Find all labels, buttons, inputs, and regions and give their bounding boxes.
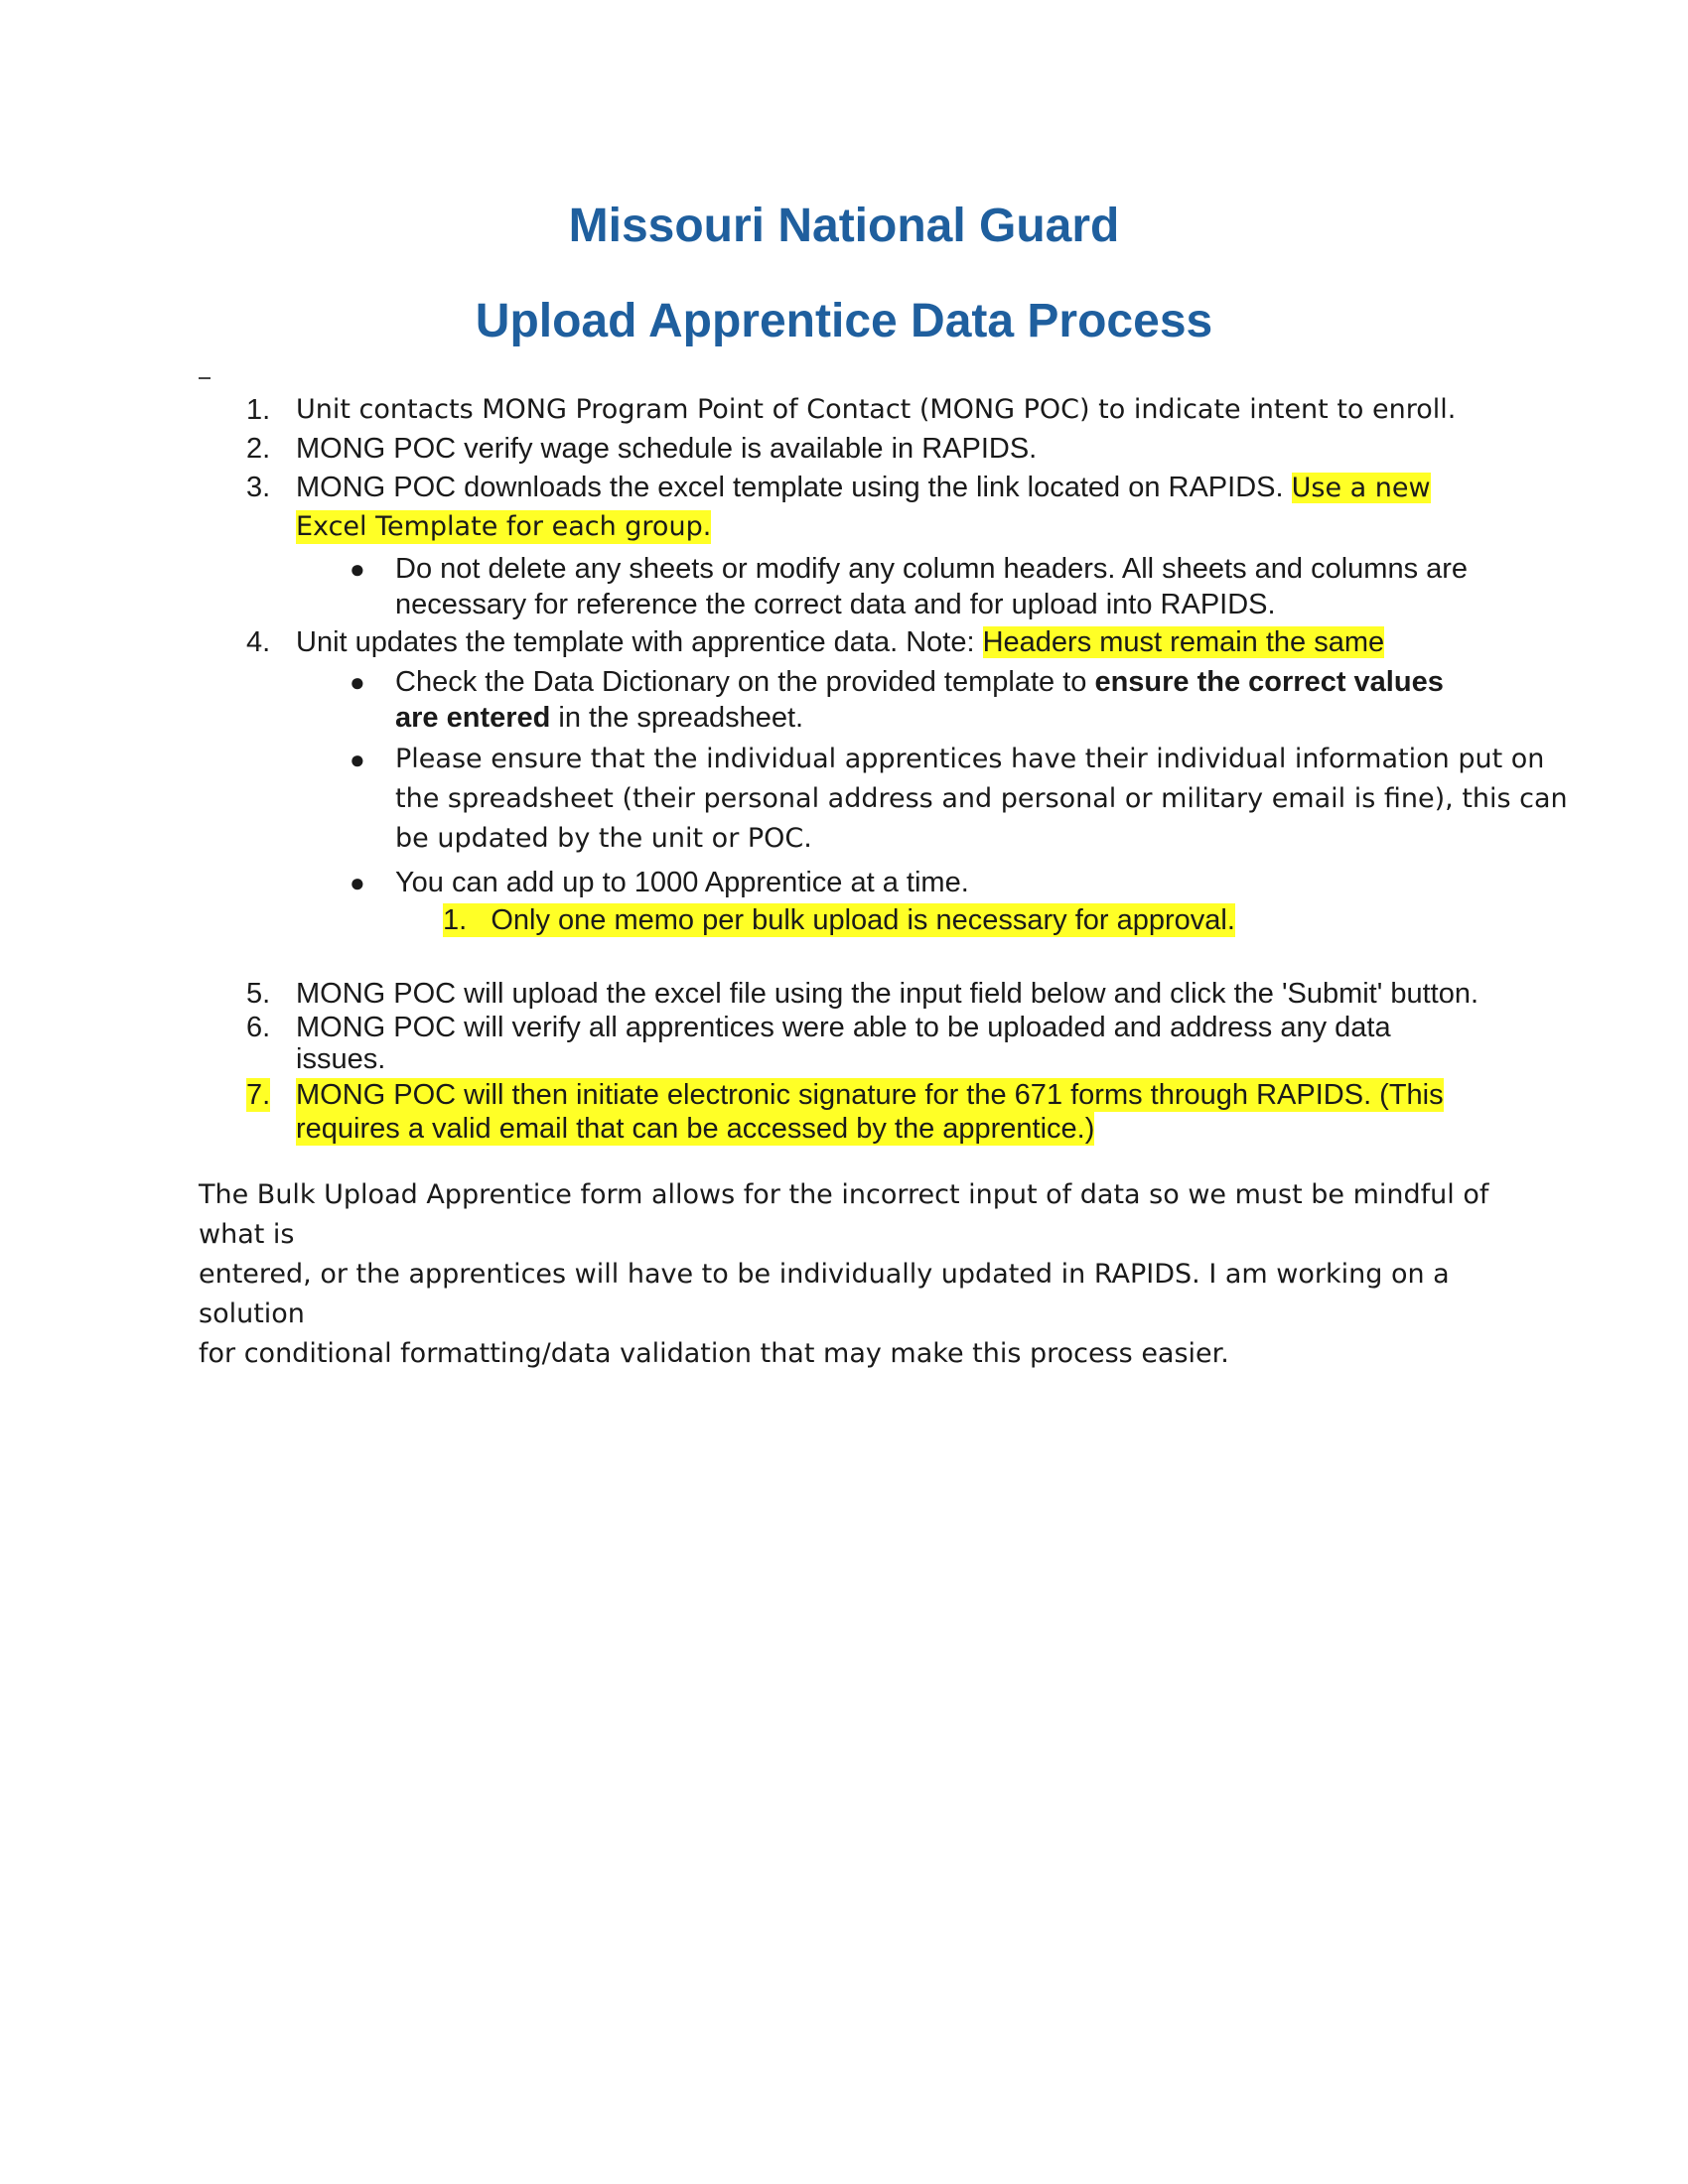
bullet-icon: ● — [350, 554, 365, 584]
bullet-bold-text: ensure the correct values — [1094, 666, 1444, 698]
step-number: 7. — [246, 1079, 271, 1111]
step-4-bullet-2-line: the spreadsheet (their personal address and personal or military email is fine), this can — [395, 783, 1568, 814]
step-3-bullet-line: Do not delete any sheets or modify any column headers. All sheets and columns are — [395, 553, 1469, 585]
step-3-highlight: Use a new — [1291, 473, 1431, 503]
paragraph-line: The Bulk Upload Apprentice form allows for the incorrect input of data so we must be mindful of what is — [199, 1179, 1489, 1250]
step-4-bullet-1-line — [395, 665, 1444, 699]
step-number: 3. — [246, 472, 271, 503]
step-3-line — [296, 471, 1431, 505]
step-3-bullet-line: necessary for reference the correct data and for upload into RAPIDS. — [395, 589, 1276, 620]
step-4-bullet-2-line: be updated by the unit or POC. — [395, 823, 812, 854]
bullet-text: in the spreadsheet. — [558, 702, 804, 734]
bullet-icon: ● — [350, 667, 365, 697]
sub-step-text: Only one memo per bulk upload is necessary for approval. — [491, 904, 1235, 936]
step-6-text-continued: issues. — [296, 1043, 386, 1075]
step-4-bullet-3-text: You can add up to 1000 Apprentice at a time. — [395, 867, 969, 898]
bullet-icon: ● — [350, 868, 365, 897]
bullet-text: Check the Data Dictionary on the provided template to — [395, 666, 1087, 698]
step-7-text: MONG POC will then initiate electronic signature for the 671 forms through RAPIDS. (This — [296, 1079, 1444, 1111]
bullet-bold-text: are entered — [395, 702, 551, 734]
closing-paragraph — [199, 1175, 1489, 1374]
step-number: 5. — [246, 978, 271, 1010]
step-2-text: MONG POC verify wage schedule is available in RAPIDS. — [296, 433, 1038, 465]
step-4-bullet-2-line: Please ensure that the individual apprentices have their individual information put on — [395, 744, 1545, 774]
sub-step-number: 1. — [443, 904, 468, 936]
step-4-bullet-1-line — [395, 701, 803, 735]
paragraph-line: for conditional formatting/data validation that may make this process easier. — [199, 1338, 1229, 1369]
step-3-highlight-continued: Excel Template for each group. — [296, 511, 712, 542]
step-4-highlight: Headers must remain the same — [982, 626, 1385, 658]
step-7-text-continued: requires a valid email that can be accessed by the apprentice.) — [296, 1113, 1095, 1145]
paragraph-line: entered, or the apprentices will have to be individually updated in RAPIDS. I am working on a solution — [199, 1259, 1450, 1329]
step-number: 4. — [246, 626, 271, 658]
step-4-line — [296, 625, 1384, 659]
stray-mark — [199, 377, 211, 379]
step-number: 1. — [246, 394, 271, 426]
step-4-text: Unit updates the template with apprentice data. Note: — [296, 626, 975, 658]
step-3-text: MONG POC downloads the excel template using the link located on RAPIDS. — [296, 472, 1284, 503]
sub-step-line — [443, 903, 1235, 937]
document-title: Missouri National Guard — [568, 200, 1120, 252]
step-6-text: MONG POC will verify all apprentices were able to be uploaded and address any data — [296, 1012, 1391, 1043]
step-number: 6. — [246, 1012, 271, 1043]
bullet-icon: ● — [350, 745, 365, 774]
step-1-text: Unit contacts MONG Program Point of Contact (MONG POC) to indicate intent to enroll. — [296, 394, 1457, 425]
step-5-text: MONG POC will upload the excel file using the input field below and click the 'Submit' button. — [296, 978, 1479, 1010]
document-subtitle: Upload Apprentice Data Process — [475, 295, 1213, 347]
step-number: 2. — [246, 433, 271, 465]
